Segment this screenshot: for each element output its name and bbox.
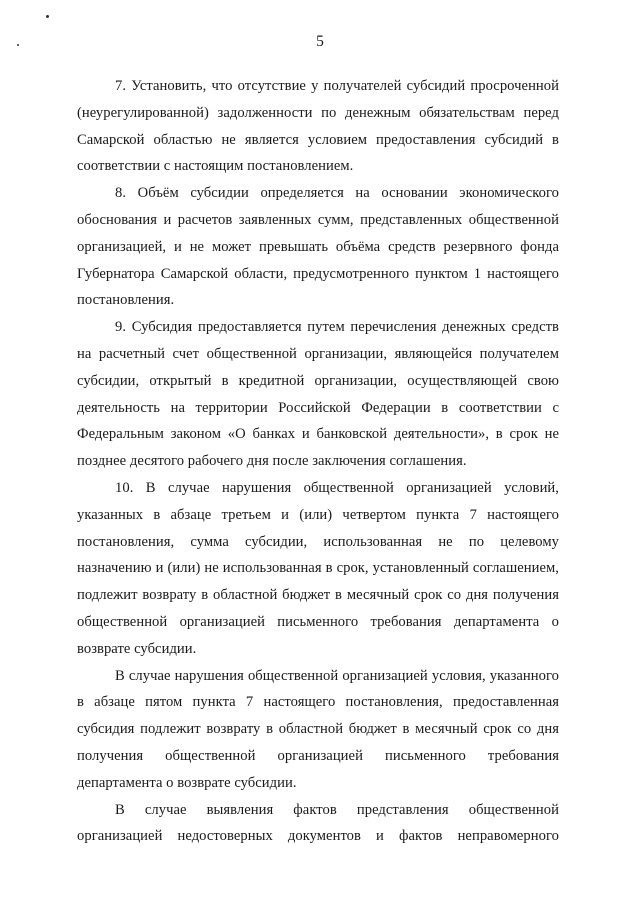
paragraph-10: 10. В случае нарушения общественной организацией условий, указанных в абзаце третьем и (или) четвертом пункта 7 настоящего постановления, сумма субсидии, использованная не по целевому назначению и (или) не использованная в срок, установленный соглашением, подлежит возврату в областной бюджет в месячный срок со дня получения общественной организацией письменного требования департамента о возврате субсидии.	[77, 479, 559, 657]
paragraph-10-third: В случае выявления фактов представления общественной организацией недостоверных документов и фактов неправомерного	[77, 801, 559, 845]
paragraph-10-second: В случае нарушения общественной организацией условия, указанного в абзаце пятом пункта 7 настоящего постановления, предоставленная субсидия подлежит возврату в областной бюджет в месячный срок со дня получения общественной организацией письменного требования департамента о возврате субсидии.	[77, 667, 559, 791]
paragraph-8: 8. Объём субсидии определяется на основании экономического обоснования и расчетов заявленных сумм, представленных общественной организацией, и не может превышать объёма средств резервного фонда Губернатора Самарской области, предусмотренного пунктом 1 настоящего постановления.	[77, 185, 559, 309]
page-number: 5	[316, 33, 324, 50]
paragraph-9: 9. Субсидия предоставляется путем перечисления денежных средств на расчетный счет общественной организации, являющейся получателем субсидии, открытый в кредитной организации, осуществляющей свою деятельность на территории Российской Федерации в соответствии с Федеральным законом «О банках и банковской деятельности», в срок не позднее десятого рабочего дня после заключения соглашения.	[77, 319, 559, 470]
document-body	[77, 73, 559, 850]
scan-speck	[46, 15, 49, 18]
paragraph-7: 7. Установить, что отсутствие у получателей субсидий просроченной (неурегулированной) задолженности по денежным обязательствам перед Самарской областью не является условием предоставления субсидий в соответствии с настоящим постановлением.	[77, 78, 559, 175]
